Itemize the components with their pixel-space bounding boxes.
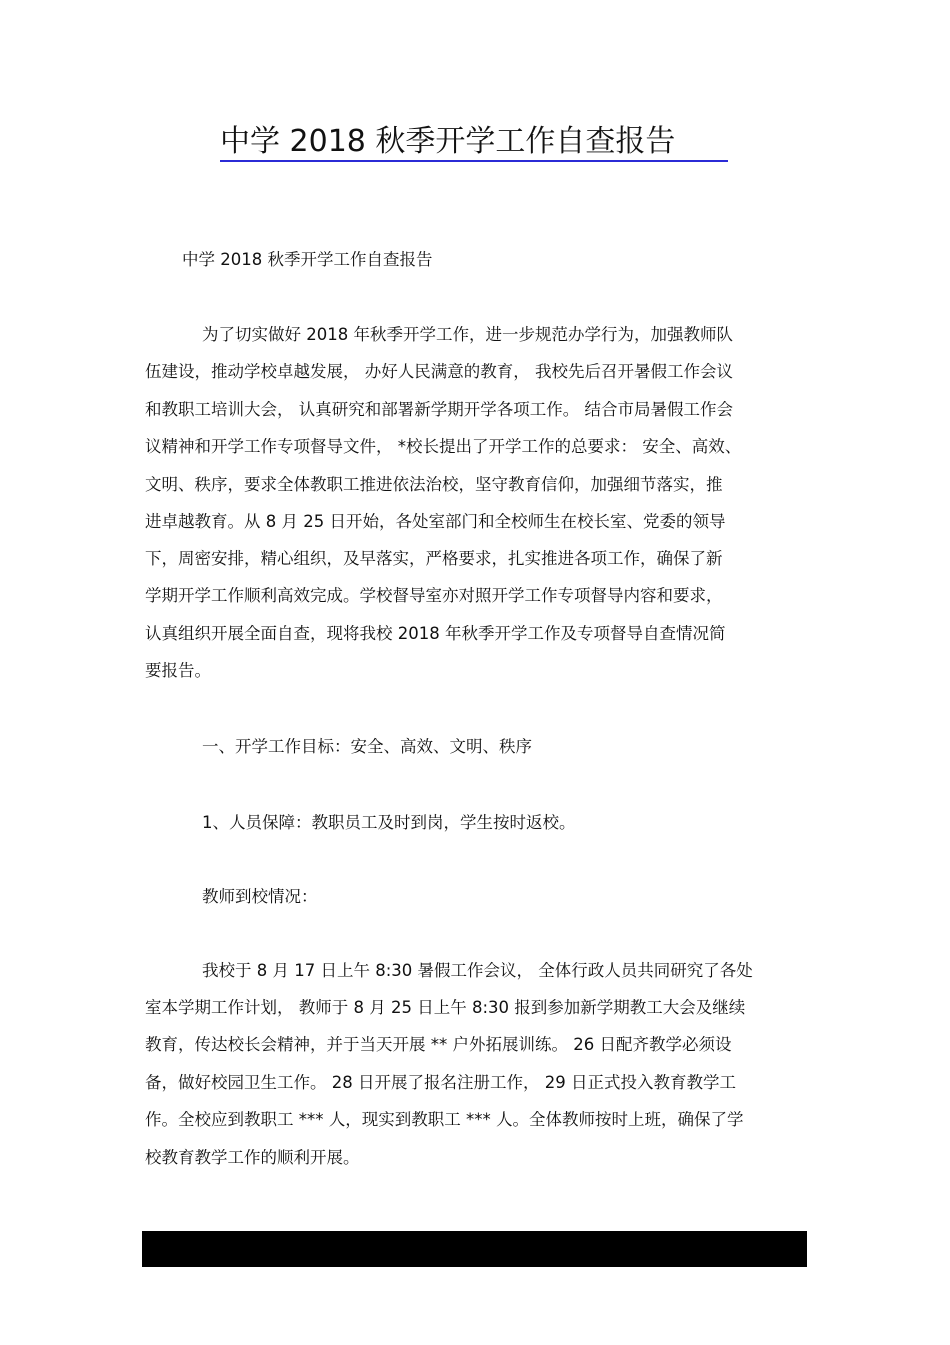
item-heading: 1、人员保障：教职员工及时到岗，学生按时返校。	[202, 813, 576, 832]
intro-line: 认真组织开展全面自查，现将我校 2018 年秋季开学工作及专项督导自查情况简	[145, 624, 726, 643]
intro-line: 学期开学工作顺利高效完成。学校督导室亦对照开学工作专项督导内容和要求，	[145, 586, 723, 605]
document-subtitle: 中学 2018 秋季开学工作自查报告	[182, 250, 433, 269]
section-heading: 一、开学工作目标：安全、高效、文明、秩序	[202, 737, 532, 756]
intro-line: 伍建设，推动学校卓越发展， 办好人民满意的教育， 我校先后召开暑假工作会议	[145, 362, 733, 381]
teachers-line: 教育，传达校长会精神，并于当天开展 ** 户外拓展训练。 26 日配齐教学必须设	[145, 1035, 732, 1054]
teachers-line: 我校于 8 月 17 日上午 8:30 暑假工作会议， 全体行政人员共同研究了各处	[202, 961, 753, 980]
intro-line: 为了切实做好 2018 年秋季开学工作，进一步规范办学行为，加强教师队	[202, 325, 733, 344]
intro-line: 议精神和开学工作专项督导文件， *校长提出了开学工作的总要求： 安全、高效、	[145, 437, 742, 456]
teachers-line: 室本学期工作计划， 教师于 8 月 25 日上午 8:30 报到参加新学期教工大会及继续	[145, 998, 746, 1017]
intro-line: 文明、秩序，要求全体教职工推进依法治校，坚守教育信仰，加强细节落实，推	[145, 475, 723, 494]
intro-line: 要报告。	[145, 661, 211, 680]
document-title: 中学 2018 秋季开学工作自查报告	[220, 124, 676, 159]
subsection-heading: 教师到校情况：	[202, 887, 318, 906]
teachers-line: 作。全校应到教职工 *** 人，现实到教职工 *** 人。全体教师按时上班，确保了学	[145, 1110, 744, 1129]
teachers-line: 校教育教学工作的顺利开展。	[145, 1148, 360, 1167]
intro-line: 进卓越教育。从 8 月 25 日开始，各处室部门和全校师生在校长室、党委的领导	[145, 512, 726, 531]
intro-line: 和教职工培训大会， 认真研究和部署新学期开学各项工作。 结合市局暑假工作会	[145, 400, 733, 419]
teachers-line: 备，做好校园卫生工作。 28 日开展了报名注册工作， 29 日正式投入教育教学工	[145, 1073, 736, 1092]
footer-black-bar	[142, 1231, 807, 1267]
title-underline	[220, 160, 728, 162]
intro-line: 下，周密安排，精心组织，及早落实，严格要求，扎实推进各项工作，确保了新	[145, 549, 723, 568]
